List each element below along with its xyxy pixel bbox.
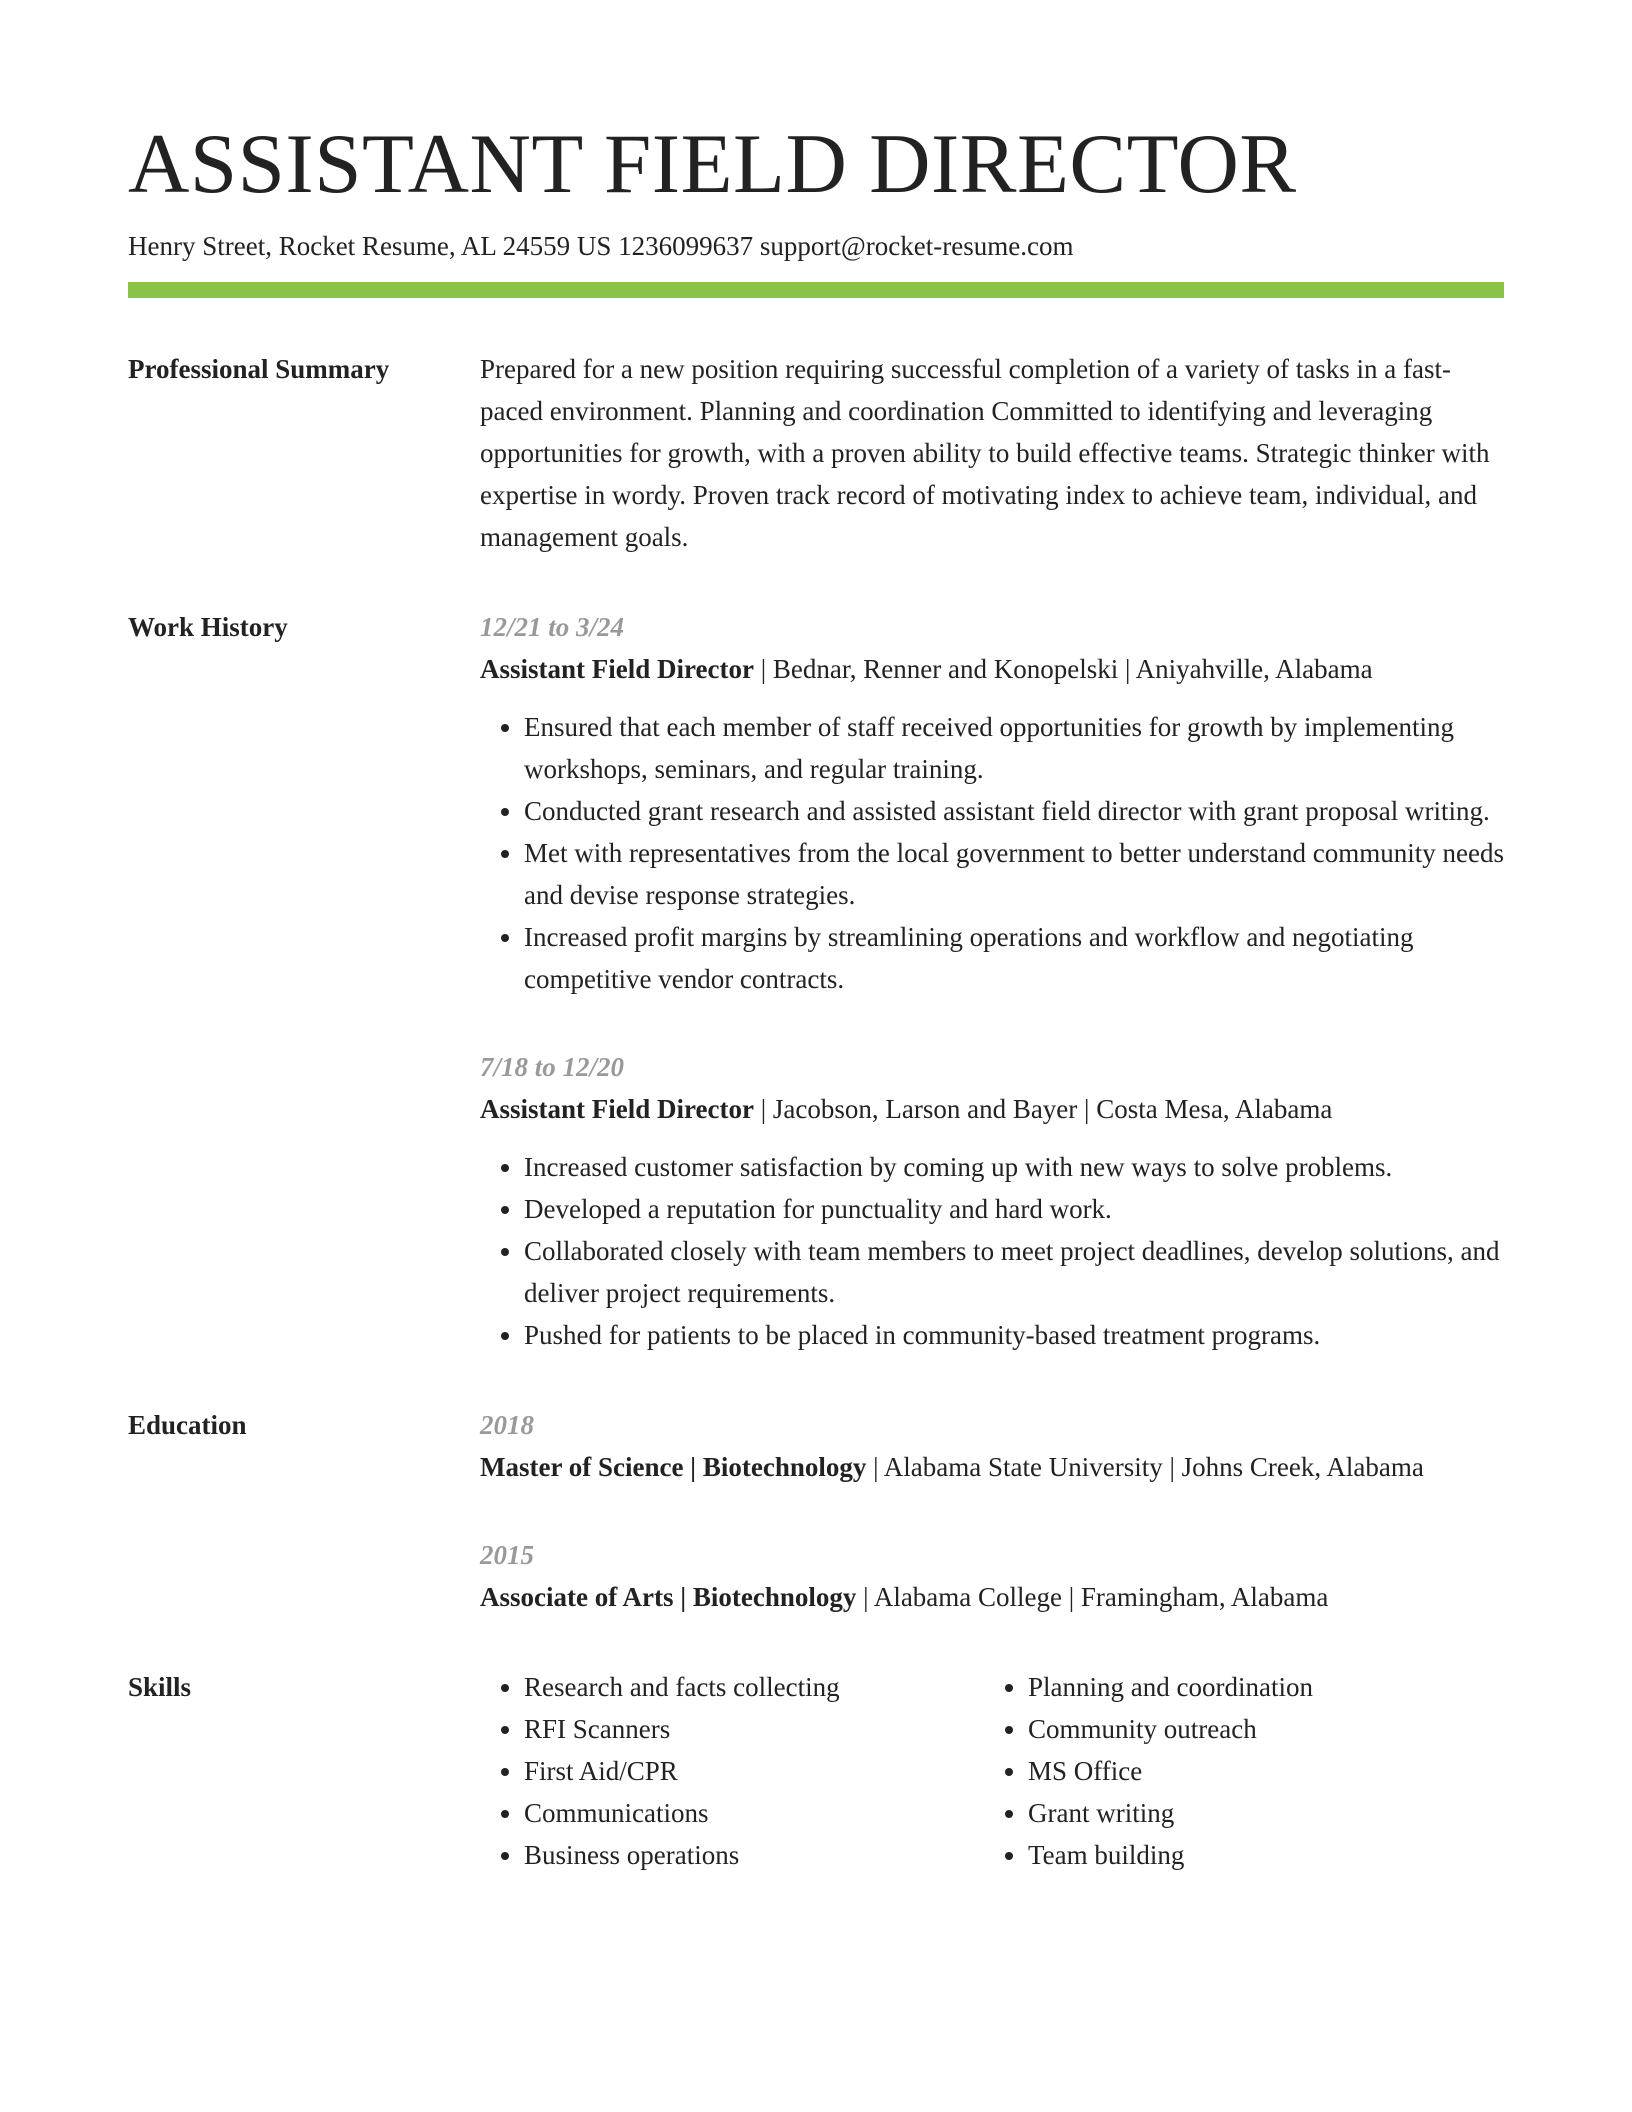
- education-entry: [480, 1534, 1504, 1618]
- education-entry: [480, 1404, 1504, 1488]
- work-history-section: [128, 606, 1504, 1356]
- job-title: Assistant Field Director: [480, 653, 754, 684]
- job-dates: 12/21 to 3/24: [480, 611, 625, 642]
- work-history-heading: Work History: [128, 611, 288, 642]
- school-details: | Alabama State University | Johns Creek, Alabama: [866, 1451, 1424, 1482]
- summary-text: Prepared for a new position requiring successful completion of a variety of tasks in a fast-paced environment. Planning and coordination Committed to identifying and leveraging opportunities for growth, with a proven ability to build effective teams. Strategic thinker with expertise in wordy. Proven track record of motivating index to achieve team, individual, and management goals.: [480, 353, 1490, 552]
- list-item: • Pushed for patients to be placed in community-based treatment programs.: [524, 1314, 1504, 1356]
- skills-columns: [480, 1666, 1504, 1876]
- skills-list-left: [480, 1666, 984, 1876]
- list-item: • Met with representatives from the local government to better understand community needs and devise response strategies.: [524, 832, 1504, 916]
- education-section: [128, 1404, 1504, 1618]
- job-dates: 7/18 to 12/20: [480, 1051, 625, 1082]
- education-degree-line: [480, 1576, 1504, 1618]
- summary-heading: Professional Summary: [128, 353, 390, 384]
- list-item: • Business operations: [524, 1834, 984, 1876]
- skills-section: [128, 1666, 1504, 1876]
- school-details: | Alabama College | Framingham, Alabama: [856, 1581, 1329, 1612]
- job-position: [480, 648, 1504, 690]
- job-details: | Bednar, Renner and Konopelski | Aniyahville, Alabama: [753, 653, 1373, 684]
- education-degree-line: [480, 1446, 1504, 1488]
- education-year: 2018: [480, 1409, 534, 1440]
- skills-heading: Skills: [128, 1671, 192, 1702]
- job-title: Assistant Field Director: [480, 1093, 754, 1124]
- job-details: | Jacobson, Larson and Bayer | Costa Mesa, Alabama: [753, 1093, 1333, 1124]
- education-heading: Education: [128, 1409, 247, 1440]
- job-position: [480, 1088, 1504, 1130]
- job-entry: [480, 606, 1504, 1000]
- list-item: • Conducted grant research and assisted assistant field director with grant proposal writing.: [524, 790, 1504, 832]
- list-item: • Research and facts collecting: [524, 1666, 984, 1708]
- resume-title: ASSISTANT FIELD DIRECTOR: [128, 117, 1297, 211]
- summary-section: [128, 348, 1504, 558]
- list-item: • First Aid/CPR: [524, 1750, 984, 1792]
- list-item: • Collaborated closely with team members to meet project deadlines, develop solutions, and deliver project requirements.: [524, 1230, 1504, 1314]
- job-bullets: [480, 1146, 1504, 1356]
- job-bullets: [480, 706, 1504, 1000]
- list-item: • Communications: [524, 1792, 984, 1834]
- job-entry: [480, 1046, 1504, 1356]
- list-item: • Developed a reputation for punctuality and hard work.: [524, 1188, 1504, 1230]
- list-item: • RFI Scanners: [524, 1708, 984, 1750]
- list-item: • Planning and coordination: [1028, 1666, 1488, 1708]
- skills-list-right: [984, 1666, 1488, 1876]
- list-item: • Increased customer satisfaction by coming up with new ways to solve problems.: [524, 1146, 1504, 1188]
- accent-rule: [128, 282, 1504, 298]
- degree-name: Associate of Arts | Biotechnology: [480, 1581, 857, 1612]
- list-item: • Team building: [1028, 1834, 1488, 1876]
- list-item: • Community outreach: [1028, 1708, 1488, 1750]
- resume-page: [128, 118, 1504, 1876]
- list-item: • Increased profit margins by streamlining operations and workflow and negotiating competitive vendor contracts.: [524, 916, 1504, 1000]
- degree-name: Master of Science | Biotechnology: [480, 1451, 867, 1482]
- list-item: • Grant writing: [1028, 1792, 1488, 1834]
- education-year: 2015: [480, 1539, 534, 1570]
- list-item: • Ensured that each member of staff received opportunities for growth by implementing workshops, seminars, and regular training.: [524, 706, 1504, 790]
- list-item: • MS Office: [1028, 1750, 1488, 1792]
- contact-line: Henry Street, Rocket Resume, AL 24559 US 1236099637 support@rocket-resume.com: [128, 230, 1074, 261]
